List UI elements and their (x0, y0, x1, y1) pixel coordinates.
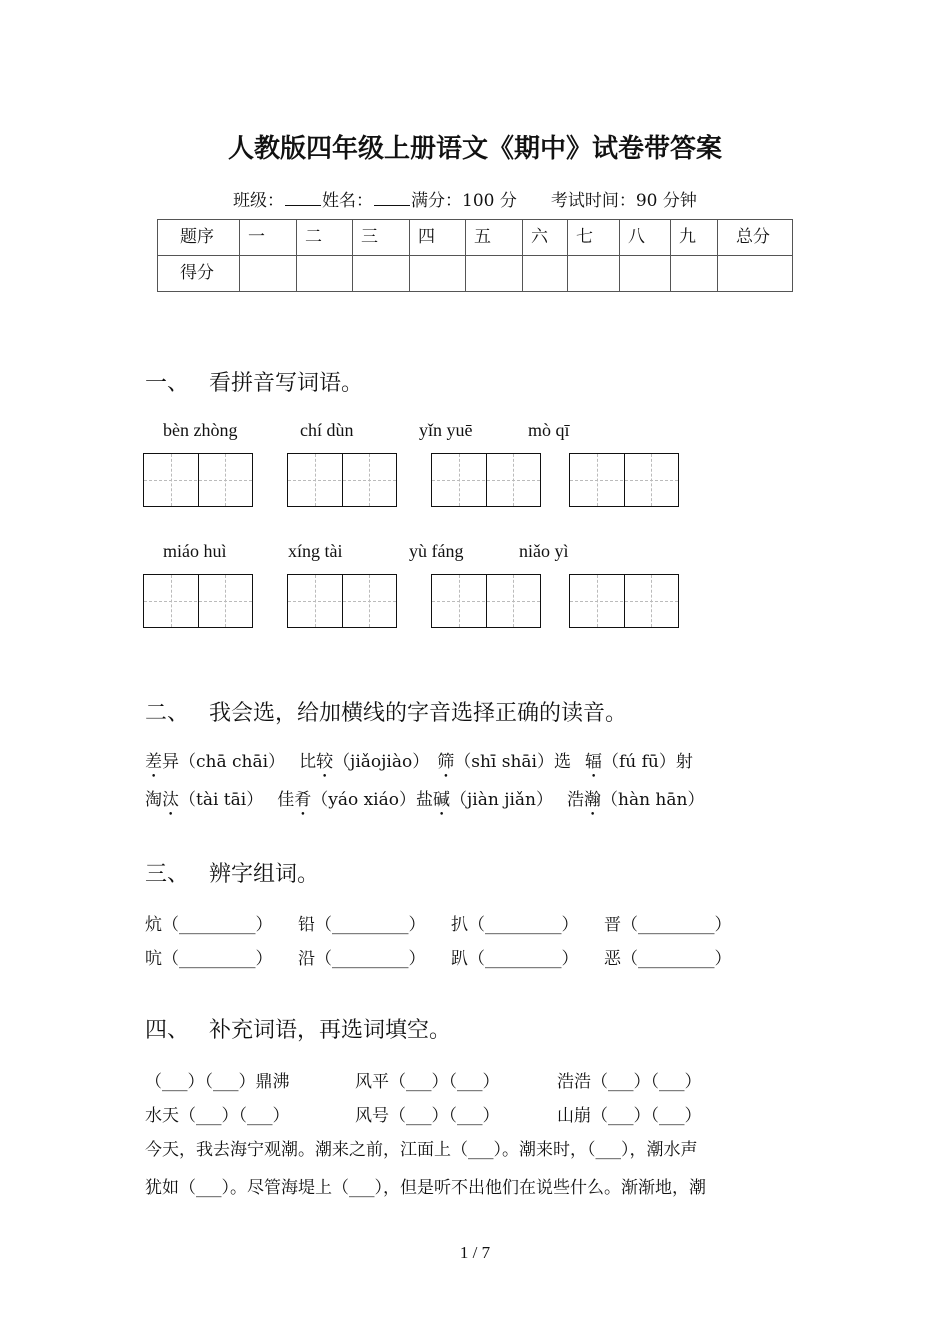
score-cell[interactable] (410, 256, 466, 292)
choice-text[interactable]: （shī shāi）选 (454, 752, 571, 772)
word-blank[interactable]: 吭（_________） (145, 949, 273, 969)
writing-grid[interactable] (569, 574, 679, 628)
marked-char: 碱 (433, 790, 450, 810)
section-2-heading (145, 696, 627, 727)
writing-grid[interactable] (431, 574, 541, 628)
score-cell[interactable] (297, 256, 353, 292)
char-text: 淘 (145, 790, 162, 810)
exam-info (233, 186, 697, 211)
header-cell: 二 (297, 220, 353, 256)
pinyin: yǐn yuē (419, 420, 473, 440)
char-text: 浩 (567, 790, 584, 810)
score-table-score-row (158, 256, 793, 292)
writing-grid[interactable] (431, 453, 541, 507)
char-text: 佳 (277, 790, 295, 810)
char-text: 比 (299, 752, 317, 772)
idiom-blank[interactable]: 浩浩（___）（___） (557, 1072, 702, 1092)
header-cell: 题序 (158, 220, 240, 256)
word-blank[interactable]: 铅（_________） (298, 915, 426, 935)
full-score: 满分：100 分 (411, 191, 517, 211)
page-title: 人教版四年级上册语文《期中》试卷带答案 (227, 134, 722, 164)
word-blank[interactable]: 晋（_________） (604, 915, 732, 935)
pronunciation-line-1 (145, 747, 693, 782)
section-title: 辨字组词。 (209, 862, 320, 887)
section-number: 三、 (145, 862, 190, 887)
pinyin: mò qī (528, 420, 570, 440)
marked-char: 筛 (437, 752, 455, 772)
row-label: 得分 (158, 256, 240, 292)
score-cell[interactable] (240, 256, 297, 292)
word-blank[interactable]: 炕（_________） (145, 915, 273, 935)
writing-grid[interactable] (569, 453, 679, 507)
section-number: 一、 (145, 371, 190, 396)
score-table-header-row (158, 220, 793, 256)
score-cell[interactable] (620, 256, 671, 292)
section-number: 二、 (145, 701, 190, 726)
marked-char: 辐 (584, 752, 602, 772)
name-label: 姓名： (322, 191, 373, 211)
header-cell: 八 (620, 220, 671, 256)
word-blank[interactable]: 趴（_________） (451, 949, 579, 969)
pinyin: bèn zhòng (163, 420, 238, 440)
choice-text[interactable]: （fú fū）射 (601, 752, 693, 772)
section-4-heading (145, 1013, 451, 1044)
header-cell: 三 (353, 220, 410, 256)
section-number: 四、 (145, 1018, 190, 1043)
pinyin: xíng tài (288, 541, 343, 561)
page-number: 1 / 7 (459, 1243, 491, 1262)
class-label: 班级： (233, 191, 284, 211)
header-cell: 九 (671, 220, 718, 256)
word-blank[interactable]: 沿（_________） (298, 949, 426, 969)
marked-char: 差 (145, 752, 162, 772)
idiom-blank[interactable]: 风号（___）（___） (355, 1106, 500, 1126)
paragraph-line[interactable]: 犹如（___）。尽管海堤上（___），但是听不出他们在说些什么。渐渐地，潮 (145, 1178, 706, 1198)
score-cell[interactable] (353, 256, 410, 292)
class-blank[interactable] (285, 191, 321, 206)
exam-time: 考试时间：90 分钟 (550, 191, 697, 211)
score-table (157, 219, 793, 292)
marked-char: 较 (316, 752, 334, 772)
choice-text[interactable]: （tài tāi） (179, 790, 264, 810)
word-blank[interactable]: 扒（_________） (451, 915, 579, 935)
choice-text[interactable]: 异（chā chāi） (162, 752, 286, 772)
header-cell: 一 (240, 220, 297, 256)
idiom-blank[interactable]: 风平（___）（___） (355, 1072, 500, 1092)
marked-char: 肴 (294, 790, 312, 810)
choice-text[interactable]: （jiǎojiào） (333, 752, 430, 772)
idiom-blank[interactable]: 水天（___）（___） (145, 1106, 290, 1126)
marked-char: 汰 (162, 790, 179, 810)
section-3-heading (145, 857, 319, 888)
paragraph-line[interactable]: 今天，我去海宁观潮。潮来之前，江面上（___）。潮来时，（___），潮水声 (145, 1140, 698, 1160)
pinyin: chí dùn (300, 420, 354, 440)
idiom-blank[interactable]: 山崩（___）（___） (557, 1106, 702, 1126)
score-cell[interactable] (568, 256, 620, 292)
marked-char: 瀚 (584, 790, 601, 810)
section-title: 我会选，给加横线的字音选择正确的读音。 (209, 701, 628, 726)
pinyin: yù fáng (409, 541, 464, 561)
score-cell[interactable] (671, 256, 718, 292)
header-cell: 总分 (718, 220, 793, 256)
pronunciation-line-2 (145, 785, 704, 820)
writing-grid[interactable] (143, 453, 253, 507)
idiom-blank[interactable]: （___）（___）鼎沸 (145, 1072, 290, 1092)
pinyin: miáo huì (163, 541, 227, 561)
name-blank[interactable] (374, 191, 410, 206)
pinyin: niǎo yì (519, 541, 569, 561)
score-cell[interactable] (523, 256, 568, 292)
word-blank[interactable]: 恶（_________） (604, 949, 732, 969)
choice-text[interactable]: （hàn hān） (601, 790, 705, 810)
header-cell: 四 (410, 220, 466, 256)
section-title: 补充词语，再选词填空。 (209, 1018, 452, 1043)
section-1-heading (145, 366, 363, 397)
header-cell: 七 (568, 220, 620, 256)
writing-grid[interactable] (287, 574, 397, 628)
header-cell: 五 (466, 220, 523, 256)
score-cell[interactable] (466, 256, 523, 292)
choice-text[interactable]: （jiàn jiǎn） (450, 790, 553, 810)
writing-grid[interactable] (287, 453, 397, 507)
header-cell: 六 (523, 220, 568, 256)
writing-grid[interactable] (143, 574, 253, 628)
score-cell[interactable] (718, 256, 793, 292)
section-title: 看拼音写词语。 (209, 371, 364, 396)
choice-text[interactable]: （yáo xiáo）盐 (311, 790, 433, 810)
